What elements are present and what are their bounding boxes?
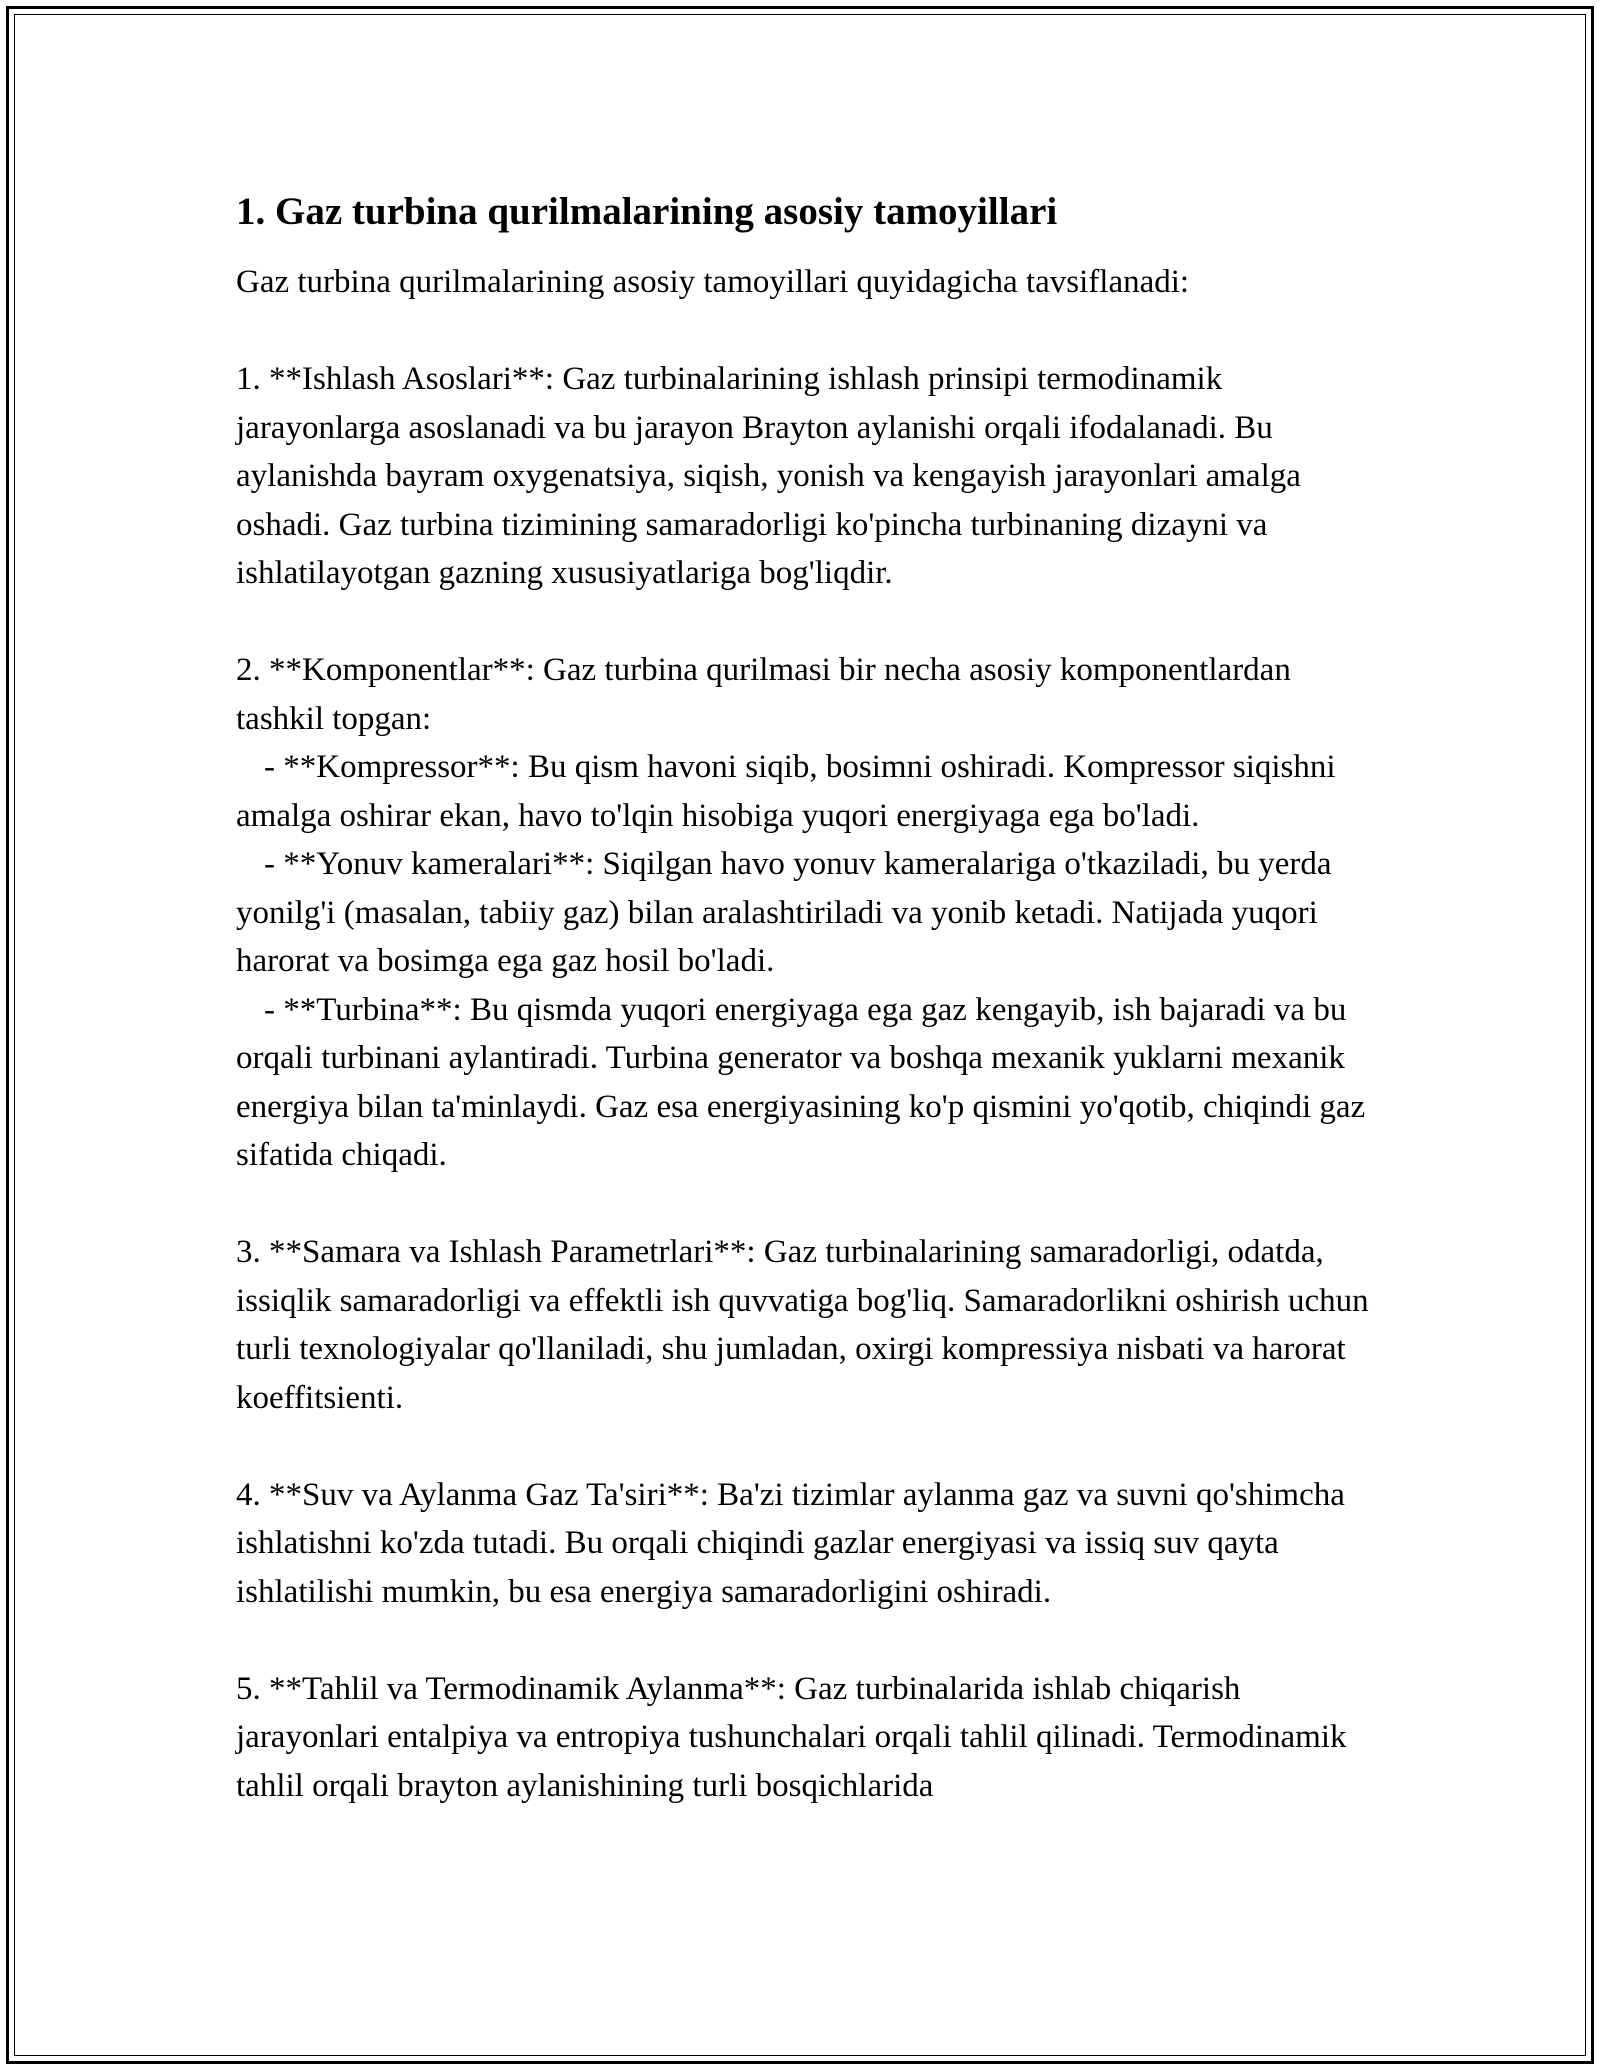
section-text: 5. **Tahlil va Termodinamik Aylanma**: Gaz turbinalarida ishlab chiqarish jarayonlari entalpiya va entropiya tushunchalari orqali tahlil qilinadi. Termodinamik tahlil orqali brayton aylanishining turli bosqichlarida [236,1670,1347,1804]
section-komponentlar [236,646,1376,1180]
section-ishlash-asoslari [236,355,1376,598]
section-text: 4. **Suv va Aylanma Gaz Ta'siri**: Ba'zi tizimlar aylanma gaz va suvni qo'shimcha ishlatishni ko'zda tutadi. Bu orqali chiqindi gazlar energiyasi va issiq suv qayta ishlatilishi mumkin, bu esa energiya samaradorligini oshiradi. [236,1476,1345,1610]
section-intro: 2. **Komponentlar**: Gaz turbina qurilmasi bir necha asosiy komponentlardan tashkil topgan: [236,652,1291,737]
section-tahlil [236,1665,1376,1811]
list-item-turbina: - **Turbina**: Bu qismda yuqori energiyaga ega gaz kengayib, ish bajaradi va bu orqali turbinani aylantiradi. Turbina generator va boshqa mexanik yuklarni mexanik energiya bilan ta'minlaydi. Gaz esa energiyasining ko'p qismini yo'qotib, chiqindi gaz sifatida chiqadi. [236,991,1366,1173]
document-title: 1. Gaz turbina qurilmalarining asosiy tamoyillari [236,190,1058,233]
document-body [236,188,1376,1859]
list-item-yonuv-kameralari: - **Yonuv kameralari**: Siqilgan havo yonuv kameralariga o'tkaziladi, bu yerda yonilg'i (masalan, tabiiy gaz) bilan aralashtiriladi va yonib ketadi. Natijada yuqori harorat va bosimga ega gaz hosil bo'ladi. [236,846,1332,979]
list-item-kompressor: - **Kompressor**: Bu qism havoni siqib, bosimni oshiradi. Kompressor siqishni amalga oshirar ekan, havo to'lqin hisobiga yuqori energiyaga ega bo'ladi. [236,749,1336,834]
section-suv-aylanma-gaz [236,1471,1376,1617]
section-text: 1. **Ishlash Asoslari**: Gaz turbinalarining ishlash prinsipi termodinamik jarayonlarga asoslanadi va bu jarayon Brayton aylanishi orqali ifodalanadi. Bu aylanishda bayram oxygenatsiya, siqish, yonish va kengayish jarayonlari amalga oshadi. Gaz turbina tizimining samaradorligi ko'pincha turbinaning dizayni va ishlatilayotgan gazning xususiyatlariga bog'liqdir. [236,361,1301,591]
intro-paragraph: Gaz turbina qurilmalarining asosiy tamoyillari quyidagicha tavsiflanadi: [236,264,1190,300]
section-samara [236,1228,1376,1422]
section-text: 3. **Samara va Ishlash Parametrlari**: Gaz turbinalarining samaradorligi, odatda, issiqlik samaradorligi va effektli ish quvvatiga bog'liq. Samaradorlikni oshirish uchun turli texnologiyalar qo'llaniladi, shu jumladan, oxirgi kompressiya nisbati va harorat koeffitsienti. [236,1234,1369,1416]
